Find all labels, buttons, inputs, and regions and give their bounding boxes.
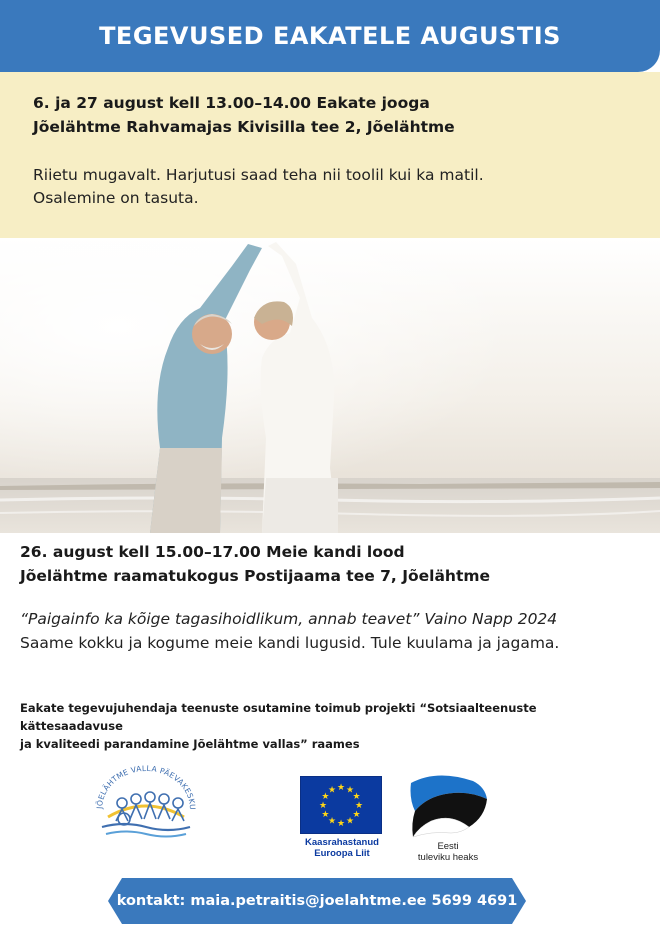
event-yoga-section: [0, 72, 660, 238]
eesti-tuleviku-heaks-logo: [407, 773, 489, 863]
event-yoga-desc-line2: Osalemine on tasuta.: [33, 189, 199, 207]
day-center-logo-text: JÕELÄHTME VALLA PÄEVAKESKU: [94, 763, 198, 811]
svg-text:★: ★: [352, 810, 361, 820]
ee-caption: [407, 841, 489, 863]
eu-flag-icon: [300, 776, 382, 834]
ee-caption-line1: Eesti: [437, 841, 459, 852]
svg-text:★: ★: [354, 801, 364, 811]
event-yoga-datetime: 6. ja 27 august kell 13.00–14.00 Eakate jooga: [33, 94, 430, 112]
quote-author: Vaino Napp 2024: [419, 610, 558, 628]
header-banner: [0, 0, 660, 72]
eu-cofunded-logo: [300, 776, 384, 860]
contact-text[interactable]: kontakt: maia.petraitis@joelahtme.ee 5699 4691: [116, 893, 518, 909]
event-yoga-desc-line1: Riietu mugavalt. Harjutusi saad teha nii toolil kui ka matil.: [33, 166, 484, 184]
eu-caption-line2: Euroopa Liit: [314, 848, 370, 859]
contact-banner[interactable]: [108, 878, 526, 924]
page-title: TEGEVUSED EAKATELE AUGUSTIS: [99, 22, 561, 50]
event-stories-location: Jõelähtme raamatukogus Postijaama tee 7, Jõelähtme: [20, 567, 491, 585]
dancing-couple-photo: [0, 238, 660, 533]
svg-text:JÕELÄHTME VALLA PÄEVAKESKUS: [88, 757, 197, 810]
event-stories-description: Saame kokku ja kogume meie kandi lugusid. Tule kuulama ja jagama.: [20, 634, 560, 652]
project-note-line2: ja kvaliteedi parandamine Jõelähtme vallas” raames: [20, 737, 360, 751]
event-stories-datetime: 26. august kell 15.00–17.00 Meie kandi lood: [20, 543, 405, 561]
svg-text:★: ★: [318, 801, 328, 811]
svg-text:★: ★: [345, 816, 355, 827]
day-center-logo: [88, 757, 204, 847]
event-stories-quote: [20, 610, 557, 628]
svg-text:★: ★: [352, 792, 361, 802]
eu-caption: [300, 837, 384, 859]
eu-caption-line1: Kaasrahastanud: [305, 837, 379, 848]
svg-text:★: ★: [336, 819, 346, 829]
svg-text:★: ★: [345, 785, 355, 796]
svg-text:★: ★: [336, 783, 346, 793]
quote-text: “Paigainfo ka kõige tagasihoidlikum, annab teavet”: [20, 610, 420, 628]
event-yoga-description: [33, 164, 484, 210]
estonian-flag-swoosh-icon: [407, 773, 489, 839]
svg-text:★: ★: [327, 785, 337, 796]
project-note: [20, 699, 640, 753]
ee-caption-line2: tuleviku heaks: [417, 852, 479, 863]
svg-text:★: ★: [321, 792, 330, 802]
event-yoga-location: Jõelähtme Rahvamajas Kivisilla tee 2, Jõelähtme: [33, 118, 455, 136]
svg-text:★: ★: [321, 810, 330, 820]
project-note-line1: Eakate tegevujuhendaja teenuste osutamine toimub projekti “Sotsiaalteenuste kättesaadavuse: [20, 701, 537, 733]
svg-text:★: ★: [327, 816, 337, 827]
